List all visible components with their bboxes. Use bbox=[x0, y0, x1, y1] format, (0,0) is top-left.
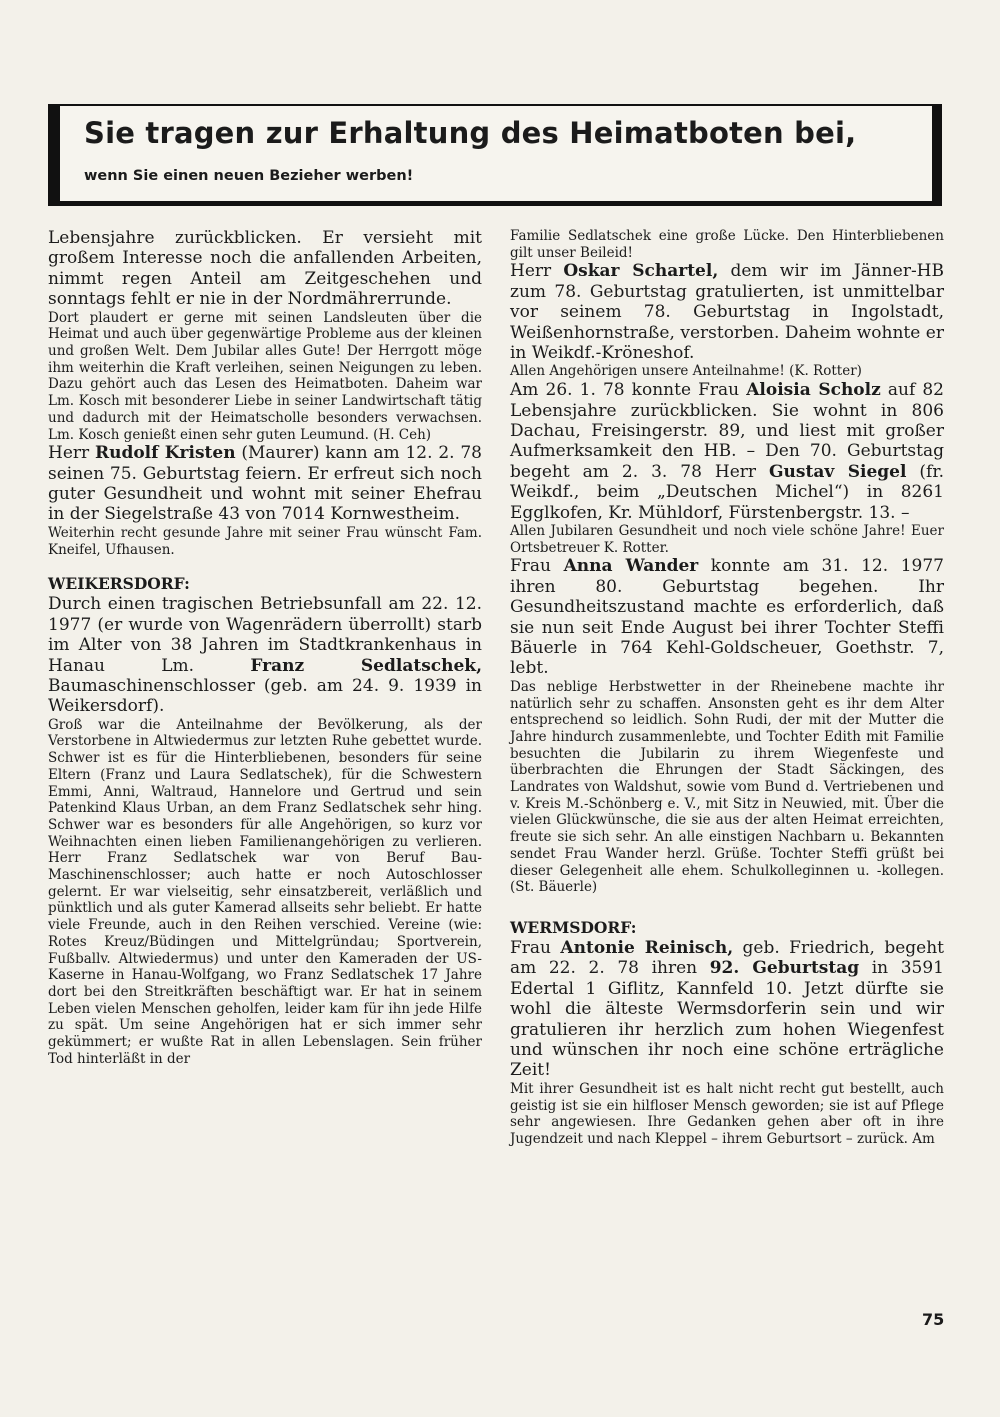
article-paragraph bbox=[510, 938, 944, 1081]
person-name: Aloisia Scholz bbox=[746, 380, 881, 401]
section-heading-wermsdorf: WERMSDORF: bbox=[510, 917, 637, 937]
right-column bbox=[510, 228, 944, 1148]
person-name: Rudolf Kristen bbox=[94, 443, 236, 464]
article-paragraph: Allen Jubilaren Gesundheit und noch viele schöne Jahre! Euer Ortsbetreuer K. Rotter. bbox=[510, 522, 944, 556]
article-paragraph bbox=[510, 261, 944, 363]
article-paragraph: Lebensjahre zurückblicken. Er versieht mit großem Interesse noch die anfallenden Arbeiten, nimmt regen Anteil am Zeitgeschehen und sonntags fehlt er nie in der Nordmährerrunde. bbox=[48, 228, 482, 310]
section-heading-weikersdorf: WEIKERSDORF: bbox=[48, 574, 190, 594]
text-run: Am 26. 1. 78 konnte Frau bbox=[510, 380, 747, 401]
article-paragraph: Groß war die Anteilnahme der Bevölkerung, als der Verstorbene in Altwiedermus zur letzten Ruhe gebettet wurde. Schwer ist es für die Hinterbliebenen, besonders für seine Eltern (Franz und Laura Sedlatschek), für die Schwestern Emmi, Anni, Waltraud, Hannelore und Gertrud und sein Patenkind Klaus Urban, an dem Franz Sedlatschek sehr hing. Schwer war es besonders für alle Angehörigen, so kurz vor Weihnachten einen lieben Familienangehörigen zu verlieren. Herr Franz Sedlatschek war von Beruf Bau-Maschinenschlosser; auch hatte er noch Autoschlosser gelernt. Er war vielseitig, sehr einsatzbereit, verläßlich und pünktlich und als guter Kamerad allseits sehr beliebt. Er hatte viele Freunde, auch in den Reihen verschied. Vereine (wie: Rotes Kreuz/Büdingen und Mittelgründau; Sportverein, Fußballv. Altwiedermus) und unter den Kameraden der US-Kaserne in Hanau-Wolfgang, wo Franz Sedlatschek 17 Jahre dort bei den Streitkräften beschäftigt war. Er hat in seinem Leben vielen Menschen geholfen, leider kam für ihn jede Hilfe zu spät. Um seine Angehörigen hat er sich immer sehr gekümmert; er wußte Rat in allen Lebenslagen. Sein früher Tod hinterläßt in der bbox=[48, 716, 482, 1067]
article-paragraph: Das neblige Herbstwetter in der Rheinebene machte ihr natürlich sehr zu schaffen. Ansonsten geht es ihr dem Alter entsprechend so leidlich. Sohn Rudi, der mit der Mutter die Jahre hindurch zusammenlebte, und Tochter Edith mit Familie besuchten die Jubilarin zu ihrem Wiegenfeste und überbrachten die Ehrungen der Stadt Säckingen, des Landrates von Waldshut, sowie vom Bund d. Vertriebenen und v. Kreis M.-Schönberg e. V., mit Sitz in Neuwied, mit. Über die vielen Glückwünsche, die sie aus der alten Heimat erreichten, freute sie sich sehr. An alle einstigen Nachbarn u. Bekannten sendet Frau Wander herzl. Grüße. Tochter Steffi grüßt bei dieser Gelegenheit alle ehem. Schulkolleginnen u. -kollegen. (St. Bäuerle) bbox=[510, 678, 944, 896]
article-paragraph bbox=[48, 443, 482, 525]
banner-box bbox=[48, 104, 942, 206]
text-run: Durch einen tragischen Betriebsunfall am 22. 12. 1977 (er wurde von Wagenrädern überrollt) starb im Alter von 38 Jahren im Stadtkrankenhaus in Hanau Lm. bbox=[48, 594, 482, 676]
emphasis: 92. Geburtstag bbox=[709, 958, 860, 979]
article-paragraph: Familie Sedlatschek eine große Lücke. Den Hinterbliebenen gilt unser Beileid! bbox=[510, 228, 944, 261]
text-run: Herr bbox=[510, 261, 564, 282]
text-run: Baumaschinenschlosser (geb. am 24. 9. 1939 in Weikersdorf). bbox=[48, 675, 482, 717]
text-run: Herr bbox=[48, 443, 95, 464]
text-run: Frau bbox=[510, 556, 564, 577]
text-run: konnte am 31. 12. 1977 ihren 80. Geburtstag begehen. Ihr Gesundheitszustand machte es erforderlich, daß sie nun seit Ende August bei ihrer Tochter Steffi Bäuerle in 764 Kehl-Goldscheuer, Goethstr. 7, lebt. bbox=[510, 556, 944, 679]
article-paragraph: Mit ihrer Gesundheit ist es halt nicht recht gut bestellt, auch geistig ist sie ein hilfloser Mensch geworden; sie ist auf Pflege sehr angewiesen. Ihre Gedanken gehen aber oft in ihre Jugendzeit und nach Kleppel – ihrem Geburtsort – zurück. Am bbox=[510, 1080, 944, 1147]
person-name: Antonie Reinisch, bbox=[560, 937, 734, 958]
text-run: Frau bbox=[510, 937, 561, 958]
article-paragraph bbox=[48, 594, 482, 716]
article-paragraph: Weiterhin recht gesunde Jahre mit seiner Frau wünscht Fam. Kneifel, Ufhausen. bbox=[48, 524, 482, 558]
page-number: 75 bbox=[922, 1310, 945, 1329]
text-run: auf 82 Lebensjahre zurückblicken. Sie wohnt in 806 Dachau, Freisingerstr. 89, und liest mit großer Aufmerksamkeit den HB. – Den 70. Geburtstag begeht am 2. 3. 78 Herr bbox=[510, 380, 944, 482]
article-paragraph bbox=[510, 556, 944, 678]
person-name: Oskar Schartel, bbox=[563, 261, 719, 282]
text-run: (Maurer) kann am 12. 2. 78 seinen 75. Geburtstag feiern. Er erfreut sich noch guter Gesundheit und wohnt mit seiner Ehefrau in der Siegelstraße 43 von 7014 Kornwestheim. bbox=[48, 443, 482, 525]
person-name: Gustav Siegel bbox=[769, 461, 907, 482]
article-paragraph bbox=[510, 380, 944, 523]
text-run: (fr. Weikdf., beim „Deutschen Michel“) in 8261 Egglkofen, Kr. Mühldorf, Fürstenbergstr. 13. – bbox=[510, 461, 944, 523]
text-run: in 3591 Edertal 1 Giflitz, Kannfeld 10. Jetzt dürfte sie wohl die älteste Wermsdorferin sein und wir gratulieren ihr herzlich zum hohen Wiegenfest und wünschen ihr noch eine schöne erträgliche Zeit! bbox=[510, 958, 944, 1081]
text-run: geb. Friedrich, begeht am 22. 2. 78 ihren bbox=[510, 937, 944, 979]
text-run: dem wir im Jänner-HB zum 78. Geburtstag gratulierten, ist unmittelbar vor seinem 78. Geburtstag in Ingolstadt, Weißenhornstraße, verstorben. Daheim wohnte er in Weikdf.-Kröneshof. bbox=[510, 261, 945, 364]
article-paragraph: Dort plaudert er gerne mit seinen Landsleuten über die Heimat und auch über gegenwärtige Probleme aus der kleinen und großen Welt. Dem Jubilar alles Gute! Der Herrgott möge ihm weiterhin die Kraft verleihen, seinen Neigungen zu leben. Dazu gehört auch das Lesen des Heimatboten. Daheim war Lm. Kosch mit besonderer Liebe in seiner Landwirtschaft tätig und dadurch mit der Heimatscholle besonders verwachsen. Lm. Kosch genießt einen sehr guten Leumund. (H. Ceh) bbox=[48, 309, 482, 443]
article-paragraph: Allen Angehörigen unsere Anteilnahme! (K. Rotter) bbox=[510, 363, 862, 380]
banner-subtitle: wenn Sie einen neuen Bezieher werben! bbox=[84, 168, 414, 184]
banner-title: Sie tragen zur Erhaltung des Heimatboten bei, bbox=[84, 116, 857, 150]
left-column bbox=[48, 228, 482, 1067]
person-name: Anna Wander bbox=[563, 556, 699, 577]
person-name: Franz Sedlatschek, bbox=[250, 655, 482, 676]
